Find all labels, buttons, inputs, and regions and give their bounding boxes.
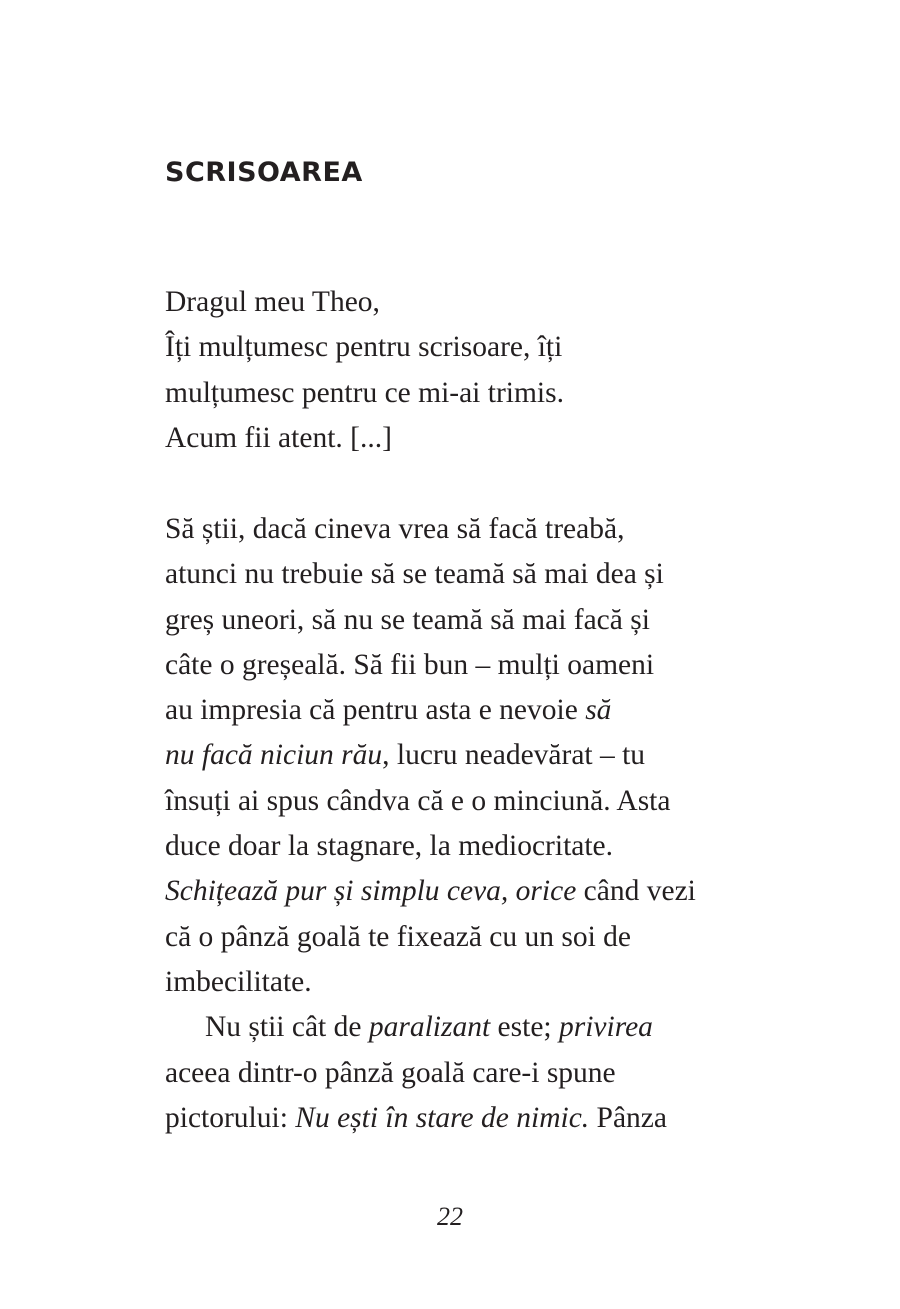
text-span: au impresia că pentru asta e nevoie [165,694,586,727]
italic-text: Nu ești în stare de nimic. [295,1101,590,1134]
text-span: este; [490,1011,559,1044]
text-span: , lucru neadevărat – tu [382,739,646,772]
text-line [165,869,696,914]
text-span: mulțumesc pentru ce mi-ai trimis. [165,376,564,409]
italic-text: Schițează pur și simplu ceva, orice [165,875,577,908]
text-span: duce doar la stagnare, la mediocritate. [165,830,614,863]
text-span: când vezi [576,875,696,908]
chapter-title: SCRISOAREA [165,157,363,188]
text-span: aceea dintr-o pânză goală care-i spune [165,1056,616,1089]
text-line [165,1096,696,1141]
text-block-body [165,507,696,1141]
paragraph [165,1005,696,1141]
text-span: Pânza [589,1101,667,1134]
text-line [165,507,696,552]
text-span: pictorului: [165,1101,296,1134]
text-span: Dragul meu Theo, [165,286,380,318]
text-line [165,960,696,1005]
text-span: greș uneori, să nu se teamă să mai facă și [165,603,650,636]
italic-text: privirea [558,1011,653,1044]
italic-text: să [585,694,612,727]
text-span: atunci nu trebuie să se teamă să mai dea și [165,558,664,591]
text-line [165,779,696,824]
text-line [165,824,696,869]
text-line [165,733,696,778]
page-number: 22 [437,1202,463,1231]
italic-text: nu facă niciun rău [165,739,383,772]
text-line [165,643,696,688]
text-line [165,325,564,370]
paragraph [165,507,696,1005]
text-line [165,1051,696,1096]
text-line [165,1005,696,1050]
text-span: însuți ai spus cândva că e o minciună. Asta [165,784,671,817]
text-span: Să știi, dacă cineva vrea să facă treabă, [165,513,625,545]
text-span: imbecilitate. [165,965,312,998]
italic-text: paralizant [368,1011,491,1044]
text-span: că o pânză goală te fixează cu un soi de [165,920,632,953]
text-block-greeting [165,280,564,461]
text-span: Îți mulțumesc pentru scrisoare, îți [165,331,563,364]
text-line [165,280,564,325]
text-span: câte o greșeală. Să fii bun – mulți oameni [165,648,655,681]
text-line [165,552,696,597]
text-line [165,598,696,643]
text-line [165,915,696,960]
text-span: Acum fii atent. [...] [165,421,392,454]
text-span: Nu știi cât de [205,1011,369,1044]
text-line [165,688,696,733]
paragraph [165,280,564,461]
text-line [165,371,564,416]
text-line [165,416,564,461]
